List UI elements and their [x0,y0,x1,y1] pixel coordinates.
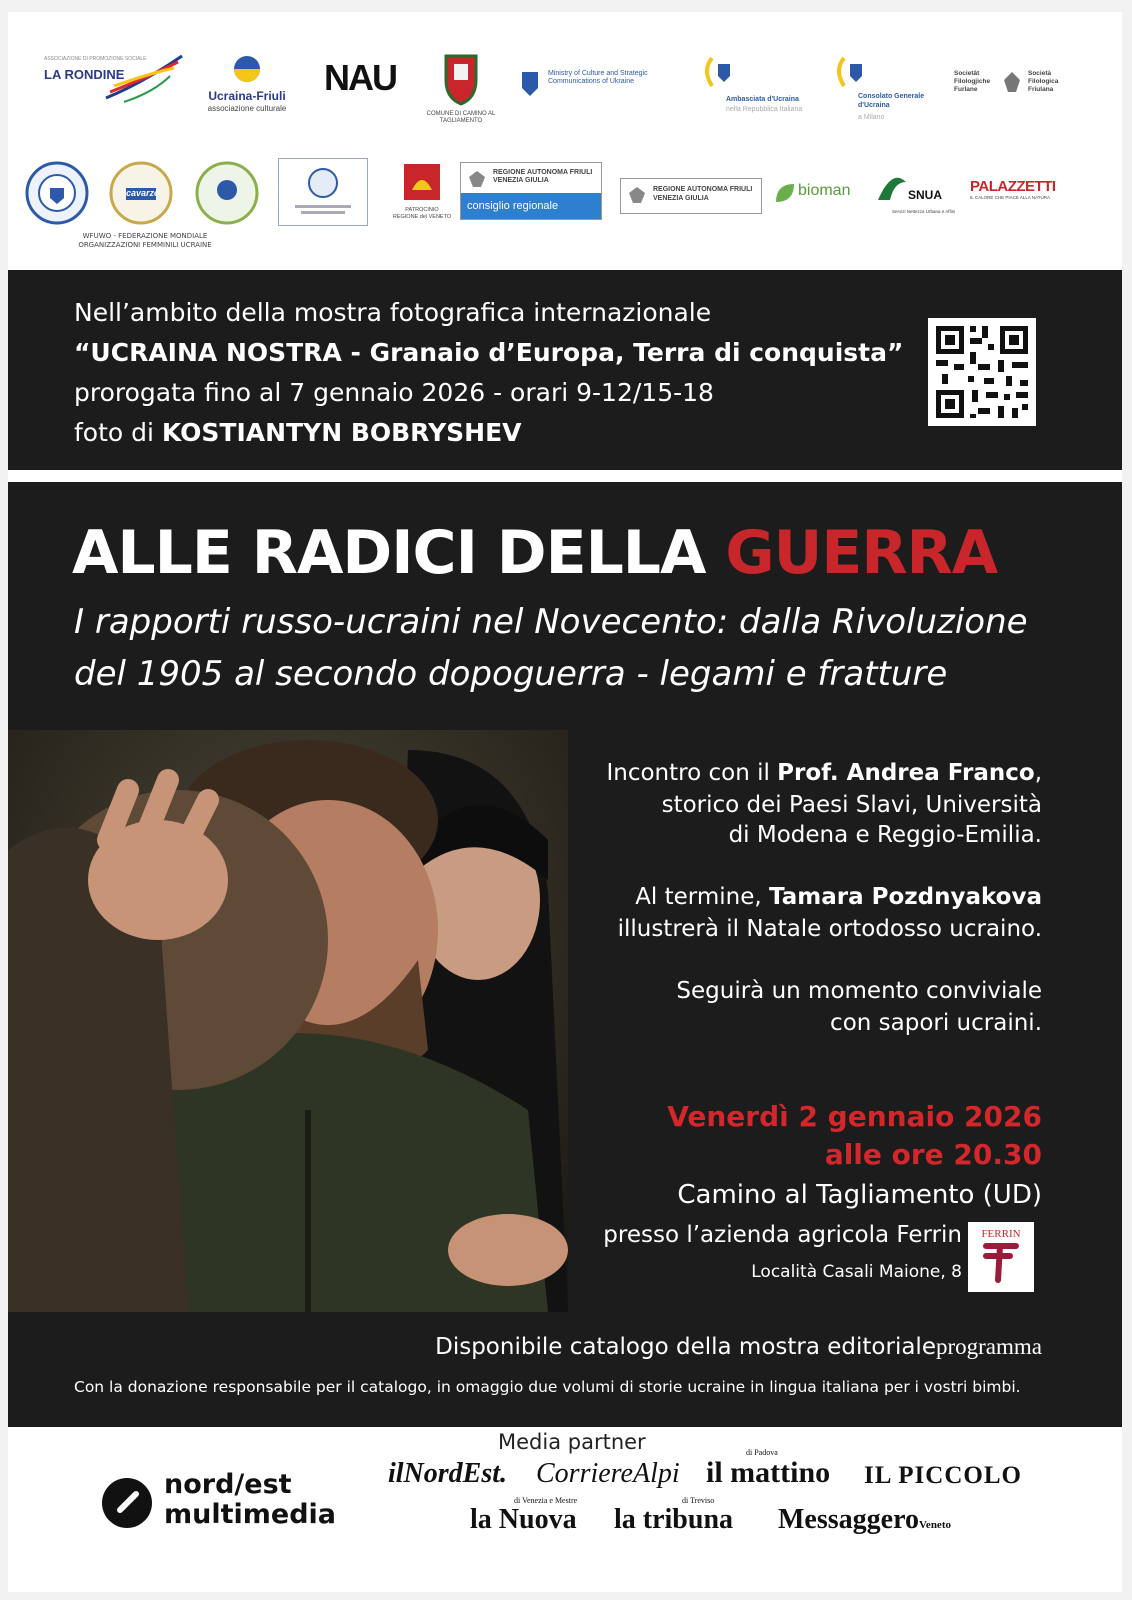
corriere-alpi-logo: CorriereAlpi [536,1458,680,1489]
ferrin-logo: FERRIN [968,1222,1034,1292]
swallow-icon [104,52,184,108]
qr-code[interactable] [928,318,1036,426]
messaggero-veneto-logo: MessaggeroVeneto [778,1504,951,1535]
media-partner-label: Media partner [498,1430,646,1454]
consolato-logo: Consolato Generale d'Ucraina a Milano [830,54,950,124]
event-subtitle-line1: I rapporti russo-ucraini nel Novecento: dalla Rivoluzione [74,602,1028,642]
green-seal-icon [194,160,260,226]
event-place: Camino al Tagliamento (UD) [677,1180,1042,1210]
lion-of-venice-icon [402,162,442,202]
consiglio-regionale-logo: REGIONE AUTONOMA FRIULI VENEZIA GIULIA consiglio regionale [460,162,602,220]
event-address: Località Casali Maione, 8 [751,1262,962,1282]
event-date: Venerdì 2 gennaio 2026 [667,1100,1042,1133]
sponsor-logos: ASSOCIAZIONE DI PROMOZIONE SOCIALE LA RONDINE Ucraina-Friuli associazione culturale NAU COMUNE DI CAMINO AL TAGLIAMENTO Ministry of Culture and Strategic Communications of Ukraine Ambasciata d'Ucraina nella Repubblica Italiana Consolato Generale d'Ucraina a Milano Societât Filologjiche Furlane Società Filologica Friulana cavarzo WFUWO - FEDERAZIONE MONDIALE ORGANIZZAZIONI FEMMINILI UCRAINE PATROCINIO REGIONE del VENETO REGIONE AUTONOMA FRIULI VENEZIA GIULIA consiglio regionale REGIONE AUTONOMA FRIULI VENEZIA GIULIA bioman SNUA Servizi Nettezza Urbana e Affini PALAZZETTI IL CALORE CHE PIACE ALLA NATURA [8,12,1122,268]
event-poster: ASSOCIAZIONE DI PROMOZIONE SOCIALE LA RONDINE Ucraina-Friuli associazione culturale NAU COMUNE DI CAMINO AL TAGLIAMENTO Ministry of Culture and Strategic Communications of Ukraine Ambasciata d'Ucraina nella Repubblica Italiana Consolato Generale d'Ucraina a Milano Societât Filologjiche Furlane Società Filologica Friulana cavarzo WFUWO - FEDERAZIONE MONDIALE ORGANIZZAZIONI FEMMINILI UCRAINE PATROCINIO REGIONE del VENETO REGIONE AUTONOMA FRIULI VENEZIA GIULIA consiglio regionale REGIONE AUTONOMA FRIULI VENEZIA GIULIA bioman SNUA Servizi Nettezza Urbana e Affini PALAZZETTI IL CALORE CHE PIACE ALLA NATURA Nell’ambito della mostra fotografica internazionale “UCRAINA NOSTRA - Granaio d’Europa, Terra di conquista” prorogata fino al 7 gennaio 2026 - orari 9-12/15-18 foto di KOSTIANTYN BOBRYSHEV ALLE RADICI DELLA GUERRA I rapporti russo-ucraini nel Novecento: dalla Rivoluzione del 1905 al secondo dopoguerra - legami e fratture Incontro con il Prof. Andrea Franco, storico dei Paesi Slavi, Università di Modena e Reggio-Emilia. Al termine, Tamara Pozdnyakova illustrerà il Natale ortodosso ucraino. Seguirà un momento conviviale con sapori ucraini. Venerdì 2 gennaio 2026 alle ore 20.30 Camino al Tagliamento (UD) presso l’azienda agricola Ferrin Località Casali Maione, 8 FERRIN Disponibile catalogo della mostra editorialeprogramma Con la donazione responsabile per il catalogo, in omaggio due volumi di storie ucraine in lingua italiana per i vostri bimbi. Media partner nord/est multimedia ilNordEst. CorriereAlpi di Padova il mattino IL PICCOLO di Venezia e Mestre la Nuova di Treviso la tribuna MessaggeroVeneto [8,12,1122,1592]
photographer-credit: foto di KOSTIANTYN BOBRYSHEV [74,418,522,447]
donation-note: Con la donazione responsabile per il catalogo, in omaggio due volumi di storie ucraine in lingua italiana per i vostri bimbi. [74,1378,1021,1396]
convivial-line1: Seguirà un momento conviviale [676,978,1042,1004]
nau-logo: NAU [324,57,396,98]
ucraina-friuli-logo: Ucraina-Friuli associazione culturale [192,54,302,114]
cavarzo-logo: cavarzo [108,160,178,230]
leaf-icon [774,182,796,204]
snua-logo: SNUA Servizi Nettezza Urbana e Affini [874,172,964,218]
convivial-line2: con sapori ucraini. [830,1010,1042,1036]
regione-fvg-logo: REGIONE AUTONOMA FRIULI VENEZIA GIULIA [620,178,762,214]
speaker-role-line2: di Modena e Reggio-Emilia. [728,822,1042,848]
event-title: ALLE RADICI DELLA GUERRA [72,518,998,588]
bioman-logo: bioman [774,180,866,210]
catalogue-note: Disponibile catalogo della mostra editorialeprogramma [435,1334,1042,1360]
tamara-description: illustrerà il Natale ortodosso ucraino. [617,916,1042,942]
tamara-intro: Al termine, Tamara Pozdnyakova [635,884,1042,910]
wfuwo-seal-logo [24,160,114,230]
soroptimist-seal-icon [279,159,367,225]
wfuwo-seal-icon [24,160,90,226]
exhibition-dates: prorogata fino al 7 gennaio 2026 - orari 9-12/15-18 [74,378,714,407]
green-seal-logo [194,160,264,230]
exhibition-title: “UCRAINA NOSTRA - Granaio d’Europa, Terra di conquista” [74,338,904,367]
exhibition-intro: Nell’ambito della mostra fotografica internazionale [74,298,712,327]
event-subtitle-line2: del 1905 al secondo dopoguerra - legami e fratture [74,654,948,694]
trident-icon [520,70,540,98]
soroptimist-logo [278,158,368,226]
eagle-icon [467,169,487,189]
speaker-intro: Incontro con il Prof. Andrea Franco, [606,760,1042,786]
event-time: alle ore 20.30 [824,1138,1042,1171]
societa-filologica-logo: Societât Filologjiche Furlane Società Filologica Friulana [954,70,1059,93]
ambasciata-logo: Ambasciata d'Ucraina nella Repubblica Italiana [698,54,828,114]
ucraina-friuli-emblem-icon [232,54,262,84]
qr-code-icon [928,318,1036,426]
embracing-people-photo-icon [8,730,568,1312]
ukraine-trident-icon [830,54,870,94]
ukraine-trident-icon [698,54,738,94]
il-piccolo-logo: IL PICCOLO [864,1462,1022,1489]
coat-of-arms-icon [438,50,484,106]
eagle-icon [1002,70,1022,94]
snua-swirl-icon [874,172,910,206]
palazzetti-logo: PALAZZETTI IL CALORE CHE PIACE ALLA NATURA [970,178,1056,200]
exhibition-header [8,270,1122,470]
event-venue: presso l’azienda agricola Ferrin [603,1222,962,1248]
la-rondine-logo: ASSOCIAZIONE DI PROMOZIONE SOCIALE LA RONDINE [44,54,184,114]
regione-veneto-logo: PATROCINIO REGIONE del VENETO [392,162,452,228]
ferrin-f-icon [968,1240,1034,1286]
event-photo [8,730,568,1312]
event-main [8,482,1122,1427]
nordest-multimedia-logo: nord/est multimedia [100,1470,360,1540]
speaker-role-line1: storico dei Paesi Slavi, Università [661,792,1042,818]
ministry-logo: Ministry of Culture and Strategic Communications of Ukraine [520,70,680,104]
nordest-circle-icon [100,1476,154,1530]
il-nordest-logo: ilNordEst. [388,1458,508,1489]
comune-camino-logo: COMUNE DI CAMINO AL TAGLIAMENTO [426,50,496,130]
eagle-icon [627,185,647,205]
